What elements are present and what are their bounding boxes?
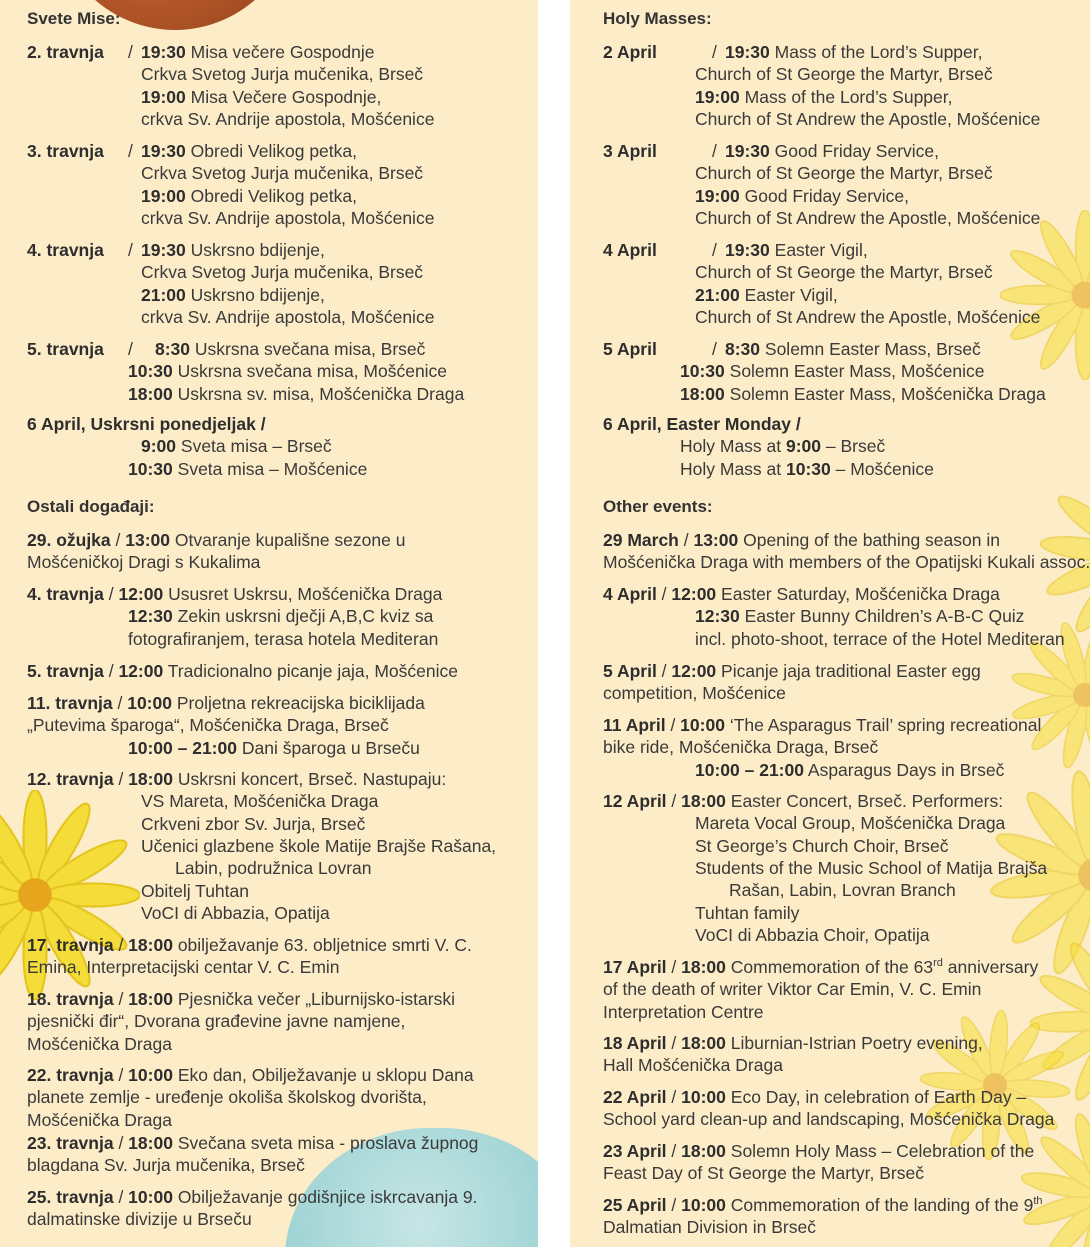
event-text: Dalmatian Division in Brseč (603, 1217, 816, 1238)
mass-line (603, 239, 868, 261)
event-subline (695, 902, 799, 924)
mass-text: crkva Sv. Andrije apostola, Mošćenice (141, 108, 435, 129)
event-continuation (603, 551, 1090, 573)
mass-line (680, 383, 1046, 405)
event-line: 22. travnja / 10:00 Eko dan, Obilježavanje u sklopu Dana (27, 1065, 474, 1085)
mass-time: 19:30 (141, 240, 186, 260)
event-time: 10:00 – 21:00 (128, 737, 237, 758)
mass-text: Mass of the Lord’s Supper, (774, 42, 983, 62)
event-text: VoCI di Abbazia Choir, Opatija (695, 924, 930, 945)
mass-line (603, 338, 981, 360)
mass-text: crkva Sv. Andrije apostola, Mošćenice (141, 207, 435, 228)
mass-text: Obredi Velikog petka, (190, 185, 357, 206)
event-line: 11 April / 10:00 ‘The Asparagus Trail’ spring recreational (603, 715, 1042, 735)
event-text: Proljetna rekreacijska biciklijada (176, 693, 425, 713)
mass-date: 3 April (603, 141, 657, 161)
mass-time: 9:00 (141, 436, 177, 457)
mass-text: Good Friday Service, (744, 185, 910, 206)
event-text: Easter Saturday, Mošćenička Draga (721, 584, 1000, 604)
event-subline (141, 835, 496, 857)
mass-line (128, 458, 367, 480)
event-text: „Putevima šparoga“, Mošćenička Draga, Brseč (27, 715, 389, 736)
event-text: anniversary (942, 957, 1039, 977)
mass-text: – Brseč (825, 436, 886, 457)
event-time: 13:00 (125, 530, 171, 550)
event-text: Svečana sveta misa - proslava župnog (177, 1133, 479, 1153)
event-continuation (27, 1033, 172, 1055)
mass-time: 10:30 (128, 361, 173, 382)
mass-time: 19:30 (141, 42, 186, 62)
mass-date: 2 April (603, 42, 657, 62)
event-time: 10:00 (128, 1187, 173, 1207)
mass-line (603, 41, 983, 63)
mass-text: Easter Vigil, (744, 284, 838, 305)
mass-line (680, 435, 885, 457)
mass-time: 19:00 (695, 185, 740, 206)
event-line: 18 April / 18:00 Liburnian-Istrian Poetry evening, (603, 1033, 983, 1053)
event-subline (695, 759, 1004, 781)
event-text: Hall Mošćenička Draga (603, 1055, 783, 1076)
event-text: blagdana Sv. Jurja mučenika, Brseč (27, 1155, 305, 1176)
event-date: 17. travnja (27, 935, 114, 955)
mass-text: Church of St George the Martyr, Brseč (695, 262, 993, 283)
mass-time: 21:00 (695, 284, 740, 305)
event-date: 4 April (603, 584, 657, 604)
event-line: 29. ožujka / 13:00 Otvaranje kupališne sezone u (27, 530, 406, 550)
mass-text: crkva Sv. Andrije apostola, Mošćenice (141, 306, 435, 327)
mass-time: 19:30 (725, 141, 770, 161)
mass-line (695, 86, 953, 108)
mass-text: Mass of the Lord’s Supper, (744, 86, 953, 107)
event-text: Eko dan, Obilježavanje u sklopu Dana (177, 1065, 474, 1085)
event-date: 12 April (603, 791, 667, 811)
mass-text: Uskrsno bdijenje, (190, 284, 325, 305)
mass-time: 19:00 (141, 86, 186, 107)
event-continuation (603, 1216, 816, 1238)
event-text: Crkveni zbor Sv. Jurja, Brseč (141, 813, 366, 834)
event-text: Obilježavanje godišnjice iskrcavanja 9. (177, 1187, 478, 1207)
event-line: 29 March / 13:00 Opening of the bathing season in (603, 530, 1000, 550)
event-text: Rašan, Labin, Lovran Branch (729, 880, 956, 901)
event-line: 17 April / 18:00 Commemoration of the 63rd anniversary (603, 957, 1039, 977)
mass-line (141, 306, 434, 328)
event-subline (141, 790, 378, 812)
event-date: 29. ožujka (27, 530, 111, 550)
mass-line (695, 63, 993, 85)
mass-text: Church of St Andrew the Apostle, Mošćenice (695, 207, 1041, 228)
event-continuation (27, 551, 260, 573)
event-text: Učenici glazbene škole Matije Brajše Rašana, (141, 835, 497, 856)
event-time: 10:00 (128, 1065, 173, 1085)
event-date: 5 April (603, 661, 657, 681)
event-line: 17. travnja / 18:00 obilježavanje 63. obljetnice smrti V. C. (27, 935, 472, 955)
event-text: Students of the Music School of Matija Brajša (695, 857, 1048, 878)
mass-line (141, 86, 381, 108)
event-date: 18 April (603, 1033, 667, 1053)
event-line: 23. travnja / 18:00 Svečana sveta misa - proslava župnog (27, 1133, 479, 1153)
event-text: Dani šparoga u Brseču (241, 737, 420, 758)
event-text: St George’s Church Choir, Brseč (695, 835, 949, 856)
date-separator: / (712, 339, 717, 359)
event-line: 5. travnja / 12:00 Tradicionalno picanje jaja, Mošćenice (27, 661, 458, 681)
event-line: 18. travnja / 18:00 Pjesnička večer „Liburnijsko-istarski (27, 989, 455, 1009)
mass-text: Uskrsna sv. misa, Mošćenička Draga (177, 383, 465, 404)
mass-line (141, 207, 434, 229)
mass-line (141, 284, 325, 306)
mass-line (695, 108, 1040, 130)
event-continuation (603, 736, 878, 758)
event-time: 10:00 (681, 1087, 726, 1107)
event-text: bike ride, Mošćenička Draga, Brseč (603, 737, 879, 758)
mass-time-text (725, 239, 868, 261)
mass-time: 8:30 (155, 339, 191, 359)
event-time: 10:00 – 21:00 (695, 759, 804, 780)
mass-line (128, 360, 447, 382)
ordinal-suffix: rd (933, 957, 943, 970)
date-separator: / (128, 141, 133, 161)
event-date: 23 April (603, 1141, 667, 1161)
event-time: 10:00 (127, 693, 172, 713)
event-text: Mareta Vocal Group, Mošćenička Draga (695, 813, 1006, 834)
event-continuation (27, 1109, 172, 1131)
event-continuation (603, 1162, 924, 1184)
event-text: incl. photo-shoot, terrace of the Hotel Mediteran (695, 628, 1065, 649)
mass-text: – Mošćenice (835, 458, 934, 479)
mass-text: Obredi Velikog petka, (190, 141, 357, 161)
mass-prefix: Holy Mass at (680, 436, 786, 457)
event-subline (695, 857, 1047, 879)
event-continuation (27, 714, 389, 736)
event-continuation (27, 1086, 427, 1108)
mass-text: Misa Večere Gospodnje, (190, 86, 382, 107)
mass-time: 19:00 (141, 185, 186, 206)
date-separator: / (128, 240, 133, 260)
event-line: 22 April / 10:00 Eco Day, in celebration of Earth Day – (603, 1087, 1027, 1107)
event-line: 25. travnja / 10:00 Obilježavanje godišnjice iskrcavanja 9. (27, 1187, 478, 1207)
event-time: 13:00 (693, 530, 739, 550)
event-text: Liburnian-Istrian Poetry evening, (730, 1033, 983, 1053)
event-text: Solemn Holy Mass – Celebration of the (730, 1141, 1035, 1161)
event-text: Uskrsni koncert, Brseč. Nastupaju: (177, 769, 447, 789)
mass-text: Church of St George the Martyr, Brseč (695, 163, 993, 184)
event-text: Opening of the bathing season in (743, 530, 1000, 550)
mass-time-text (141, 239, 325, 261)
mass-time-text (155, 338, 425, 360)
event-line: 12 April / 18:00 Easter Concert, Brseč. Performers: (603, 791, 1004, 811)
mass-time-text (141, 140, 357, 162)
mass-line (695, 284, 838, 306)
event-continuation (603, 978, 981, 1000)
event-text: planete zemlje - uređenje okoliša školskog dvorišta, (27, 1087, 427, 1108)
event-text: Otvaranje kupališne sezone u (174, 530, 406, 550)
event-time: 12:00 (671, 661, 717, 681)
date-separator: / (128, 42, 133, 62)
event-continuation (27, 1154, 305, 1176)
mass-line (141, 63, 423, 85)
event-text: Feast Day of St George the Martyr, Brseč (603, 1163, 924, 1184)
mass-line (695, 261, 993, 283)
event-subline (128, 737, 420, 759)
event-subline (695, 628, 1065, 650)
event-text: ‘The Asparagus Trail’ spring recreational (729, 715, 1042, 735)
event-continuation (603, 682, 786, 704)
event-continuation (603, 1108, 1054, 1130)
mass-date: 4 April (603, 240, 657, 260)
events-section-title: Ostali događaji: (27, 497, 155, 516)
event-text: Mošćeničkoj Dragi s Kukalima (27, 552, 261, 573)
mass-text: Uskrsna svečana misa, Mošćenice (177, 361, 448, 382)
event-continuation (27, 956, 340, 978)
event-subline (695, 924, 929, 946)
event-subline (175, 857, 372, 879)
yellow-flower-icon (1020, 1110, 1090, 1247)
event-text: Picanje jaja traditional Easter egg (721, 661, 981, 681)
date-separator: / (712, 42, 717, 62)
event-text: competition, Mošćenice (603, 683, 786, 704)
event-text: Pjesnička večer „Liburnijsko-istarski (177, 989, 455, 1009)
mass-date: 5 April (603, 339, 657, 359)
event-date: 25. travnja (27, 1187, 114, 1207)
mass-time: 10:30 (128, 458, 173, 479)
event-line: 12. travnja / 18:00 Uskrsni koncert, Brseč. Nastupaju: (27, 769, 447, 789)
event-date: 25 April (603, 1195, 667, 1215)
mass-date: 3. travnja (27, 141, 104, 161)
event-time: 18:00 (128, 769, 173, 789)
event-text: pjesnički đir“, Dvorana građevine javne namjene, (27, 1011, 406, 1032)
event-text: Asparagus Days in Brseč (807, 759, 1005, 780)
mass-date-line (27, 413, 266, 435)
event-text: VS Mareta, Mošćenička Draga (141, 791, 379, 812)
event-text: School yard clean-up and landscaping, Mošćenička Draga (603, 1109, 1055, 1130)
event-time: 10:00 (680, 715, 725, 735)
event-text: Mošćenička Draga (27, 1109, 172, 1130)
event-time: 18:00 (681, 791, 726, 811)
mass-line (141, 435, 332, 457)
event-date: 23. travnja (27, 1133, 114, 1153)
mass-line (680, 458, 934, 480)
mass-line (680, 360, 984, 382)
event-time: 18:00 (128, 989, 173, 1009)
croatian-column (0, 0, 538, 1247)
event-text: Interpretation Centre (603, 1001, 764, 1022)
event-text: of the death of writer Viktor Car Emin, V. C. Emin (603, 979, 982, 1000)
event-date: 22. travnja (27, 1065, 114, 1085)
event-line: 11. travnja / 10:00 Proljetna rekreacijska biciklijada (27, 693, 425, 713)
date-separator: / (128, 339, 133, 359)
mass-time: 8:30 (725, 339, 761, 359)
event-date: 17 April (603, 957, 667, 977)
mass-time: 19:00 (695, 86, 740, 107)
event-time: 12:30 (128, 606, 173, 627)
event-line: 25 April / 10:00 Commemoration of the landing of the 9th (603, 1195, 1043, 1215)
mass-line (695, 185, 909, 207)
event-subline (141, 813, 365, 835)
event-text: Tradicionalno picanje jaja, Mošćenice (167, 661, 458, 681)
event-time: 12:30 (695, 606, 740, 627)
event-text: Easter Concert, Brseč. Performers: (730, 791, 1004, 811)
mass-time: 10:30 (786, 458, 831, 479)
event-text: Ususret Uskrsu, Mošćenička Draga (168, 584, 443, 604)
masses-section-title: Holy Masses: (603, 9, 712, 28)
event-text: obilježavanje 63. obljetnice smrti V. C. (177, 935, 472, 955)
mass-prefix: Holy Mass at (680, 458, 786, 479)
event-time: 18:00 (681, 1033, 726, 1053)
mass-time-text (725, 140, 939, 162)
event-date: 4. travnja (27, 584, 104, 604)
yellow-flower-icon (1000, 210, 1090, 380)
mass-time: 19:30 (725, 42, 770, 62)
event-time: 12:00 (118, 661, 164, 681)
event-date: 18. travnja (27, 989, 114, 1009)
mass-time-text (725, 41, 983, 63)
mass-time: 19:30 (141, 141, 186, 161)
event-date: 11 April (603, 715, 666, 735)
mass-text: Church of St Andrew the Apostle, Mošćenice (695, 108, 1041, 129)
mass-text: Church of St George the Martyr, Brseč (695, 64, 993, 85)
event-subline (141, 902, 330, 924)
mass-time-text (725, 338, 981, 360)
mass-line (27, 140, 357, 162)
mass-date: 4. travnja (27, 240, 104, 260)
event-time: 10:00 (681, 1195, 726, 1215)
mass-line (27, 338, 426, 360)
mass-time: 9:00 (786, 436, 822, 457)
event-text: Mošćenička Draga with members of the Opatijski Kukali assoc. (603, 552, 1090, 573)
event-subline (729, 879, 956, 901)
event-subline (695, 812, 1005, 834)
mass-time: 21:00 (141, 284, 186, 305)
event-text: Emina, Interpretacijski centar V. C. Emin (27, 957, 340, 978)
mass-text: Solemn Easter Mass, Mošćenice (729, 361, 985, 382)
mass-line (695, 207, 1040, 229)
event-text: Mošćenička Draga (27, 1033, 172, 1054)
mass-text: Uskrsno bdijenje, (190, 240, 325, 260)
mass-line (27, 239, 325, 261)
mass-text: Sveta misa – Mošćenice (177, 458, 368, 479)
mass-date: 6 April, Easter Monday / (603, 414, 801, 434)
event-continuation (27, 1208, 252, 1230)
event-text: Eco Day, in celebration of Earth Day – (730, 1087, 1027, 1107)
event-subline (128, 605, 433, 627)
english-column (570, 0, 1090, 1247)
event-continuation (27, 1010, 405, 1032)
mass-line (141, 261, 423, 283)
date-separator: / (712, 240, 717, 260)
event-line: 4 April / 12:00 Easter Saturday, Mošćenička Draga (603, 584, 1000, 604)
mass-line (141, 162, 423, 184)
mass-line (603, 140, 940, 162)
event-text: Commemoration of the landing of the 9 (730, 1195, 1034, 1215)
mass-line (695, 306, 1040, 328)
mass-date: 2. travnja (27, 42, 104, 62)
mass-line (141, 185, 357, 207)
event-text: Zekin uskrsni dječji A,B,C kviz sa (177, 606, 434, 627)
event-time: 12:00 (118, 584, 164, 604)
masses-section-title: Svete Mise: (27, 9, 121, 28)
event-text: fotografiranjem, terasa hotela Mediteran (128, 628, 439, 649)
event-time: 18:00 (128, 1133, 173, 1153)
event-continuation (603, 1001, 764, 1023)
event-text: Easter Bunny Children’s A-B-C Quiz (744, 606, 1025, 627)
event-line: 4. travnja / 12:00 Ususret Uskrsu, Mošćenička Draga (27, 584, 443, 604)
event-subline (141, 880, 249, 902)
date-separator: / (712, 141, 717, 161)
mass-text: Solemn Easter Mass, Mošćenička Draga (729, 383, 1046, 404)
event-date: 11. travnja (27, 693, 113, 713)
event-line: 23 April / 18:00 Solemn Holy Mass – Celebration of the (603, 1141, 1035, 1161)
mass-line (128, 383, 464, 405)
event-time: 18:00 (681, 1141, 726, 1161)
mass-text: Church of St Andrew the Apostle, Mošćenice (695, 306, 1041, 327)
event-time: 18:00 (128, 935, 173, 955)
mass-text: Easter Vigil, (774, 240, 868, 260)
event-text: Labin, podružnica Lovran (175, 858, 372, 879)
event-text: Commemoration of the 63 (730, 957, 934, 977)
mass-line (695, 162, 993, 184)
event-subline (695, 835, 949, 857)
mass-text: Crkva Svetog Jurja mučenika, Brseč (141, 64, 424, 85)
mass-date: 5. travnja (27, 339, 104, 359)
event-date: 22 April (603, 1087, 667, 1107)
ordinal-suffix: th (1033, 1195, 1043, 1208)
mass-text: Good Friday Service, (774, 141, 940, 161)
event-text: VoCI di Abbazia, Opatija (141, 902, 330, 923)
event-date: 29 March (603, 530, 679, 550)
event-line: 5 April / 12:00 Picanje jaja traditional Easter egg (603, 661, 981, 681)
events-section-title: Other events: (603, 497, 713, 516)
mass-date-line (603, 413, 801, 435)
event-time: 18:00 (681, 957, 726, 977)
event-continuation (603, 1054, 783, 1076)
mass-text: Crkva Svetog Jurja mučenika, Brseč (141, 262, 424, 283)
mass-text: Crkva Svetog Jurja mučenika, Brseč (141, 163, 424, 184)
event-text: dalmatinske divizije u Brseču (27, 1209, 252, 1230)
mass-time: 18:00 (128, 383, 173, 404)
mass-line (27, 41, 375, 63)
mass-text: Uskrsna svečana misa, Brseč (194, 339, 426, 359)
event-time: 12:00 (671, 584, 717, 604)
mass-time-text (141, 41, 375, 63)
mass-time: 19:30 (725, 240, 770, 260)
event-date: 5. travnja (27, 661, 104, 681)
event-text: Obitelj Tuhtan (141, 880, 249, 901)
event-text: Tuhtan family (695, 902, 800, 923)
mass-text: Misa večere Gospodnje (190, 42, 375, 62)
mass-time: 18:00 (680, 383, 725, 404)
mass-text: Solemn Easter Mass, Brseč (764, 339, 981, 359)
event-subline (128, 628, 438, 650)
event-subline (695, 605, 1024, 627)
mass-time: 10:30 (680, 361, 725, 382)
mass-text: Sveta misa – Brseč (180, 436, 332, 457)
mass-date: 6 April, Uskrsni ponedjeljak / (27, 414, 266, 434)
event-date: 12. travnja (27, 769, 114, 789)
mass-line (141, 108, 434, 130)
